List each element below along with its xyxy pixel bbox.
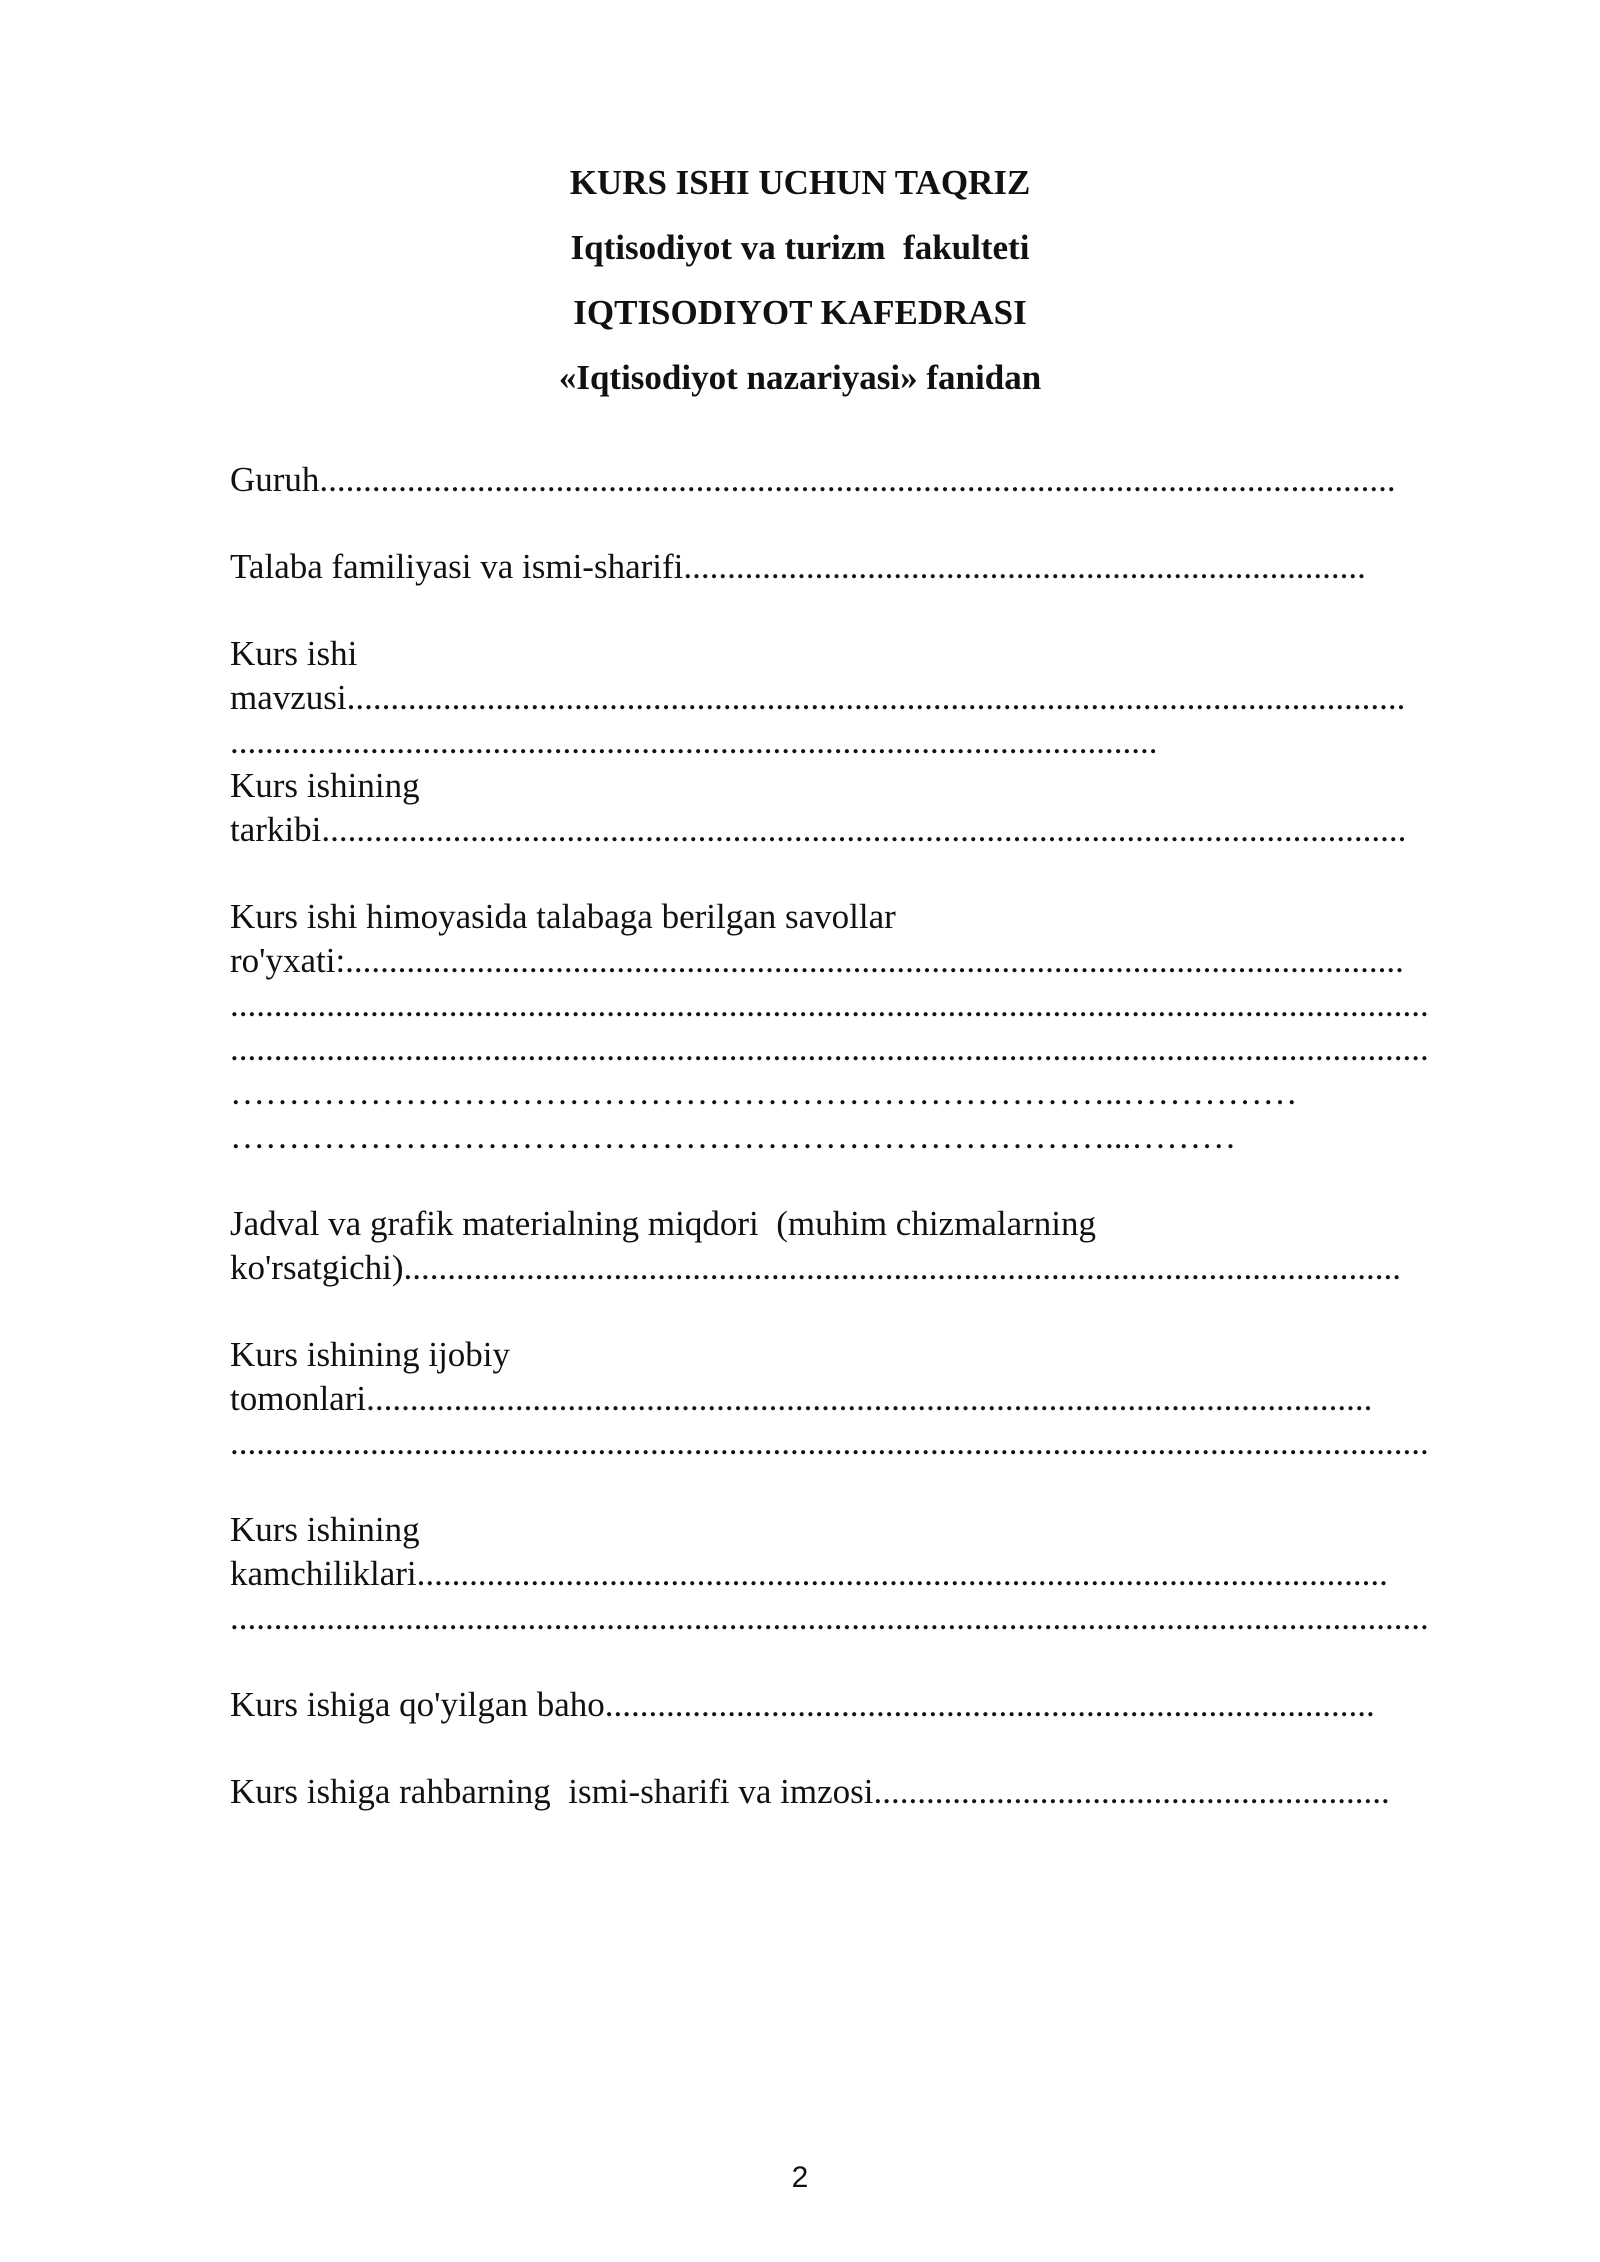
questions-field-line-3: ......................................................................................................................................... (230, 1029, 1429, 1068)
document-title: KURS ISHI UCHUN TAQRIZ (569, 163, 1031, 202)
spacer (230, 1290, 1490, 1333)
questions-label: Kurs ishi himoyasida talabaga berilgan savollar (230, 897, 896, 936)
weaknesses-field-continued: ......................................................................................................................................... (230, 1598, 1429, 1637)
spacer (230, 1640, 1490, 1683)
weaknesses-label: Kurs ishining (230, 1510, 420, 1549)
strengths-label: Kurs ishining ijobiy (230, 1335, 511, 1374)
questions-field-line-5: …………………………………………………………………...……… (230, 1117, 1237, 1156)
student-name-field: Talaba familiyasi va ismi-sharifi.............................................................................. (230, 547, 1366, 586)
subject-name: «Iqtisodiyot nazariyasi» fanidan (558, 358, 1042, 397)
questions-field-line-2: ......................................................................................................................................... (230, 985, 1429, 1024)
page-number: 2 (791, 2161, 809, 2194)
supervisor-signature-field: Kurs ishiga rahbarning ismi-sharifi va imzosi........................................................... (230, 1772, 1390, 1811)
review-form (230, 458, 1490, 1814)
document-header (0, 150, 1600, 410)
weaknesses-field: kamchiliklari............................................................................................................... (230, 1554, 1388, 1593)
questions-field-line-4: …………………………………………………………………..…………… (230, 1073, 1298, 1112)
grade-field: Kurs ishiga qo'yilgan baho........................................................................................ (230, 1685, 1375, 1724)
spacer (230, 589, 1490, 632)
strengths-field-continued: ......................................................................................................................................... (230, 1423, 1429, 1462)
topic-label: Kurs ishi (230, 634, 358, 673)
spacer (230, 1159, 1490, 1202)
group-field: Guruh........................................................................................................................... (230, 460, 1396, 499)
spacer (230, 1465, 1490, 1508)
spacer (230, 502, 1490, 545)
topic-field: mavzusi......................................................................................................................... (230, 678, 1406, 717)
tables-field: ko'rsatgichi).................................................................................................................. (230, 1248, 1401, 1287)
tables-label: Jadval va grafik materialning miqdori (muhim chizmalarning (230, 1204, 1096, 1243)
structure-field: tarkibi............................................................................................................................ (230, 810, 1407, 849)
spacer (230, 852, 1490, 895)
faculty-name: Iqtisodiyot va turizm fakulteti (570, 228, 1030, 267)
questions-field: ro'yxati:......................................................................................................................... (230, 941, 1404, 980)
structure-label: Kurs ishining (230, 766, 420, 805)
department-name: IQTISODIYOT KAFEDRASI (573, 293, 1027, 332)
topic-field-continued: .......................................................................................................... (230, 722, 1158, 761)
strengths-field: tomonlari................................................................................................................... (230, 1379, 1373, 1418)
spacer (230, 1727, 1490, 1770)
